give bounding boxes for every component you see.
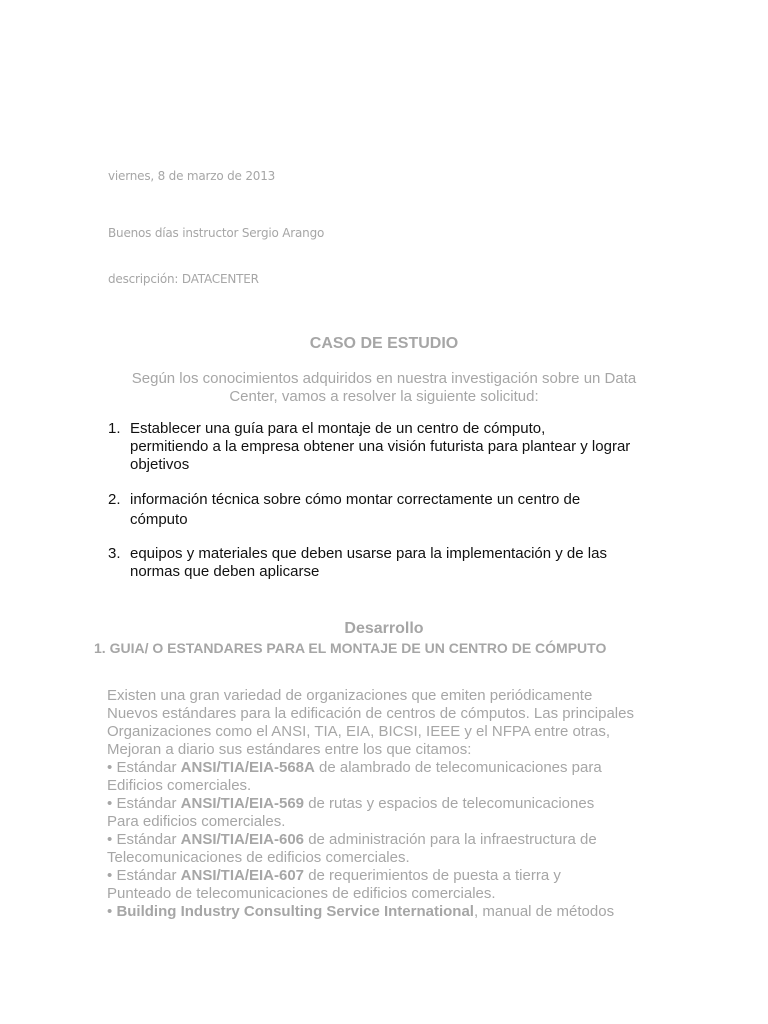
standard-prefix: Estándar: [116, 759, 181, 776]
bullet-glyph: •: [107, 867, 113, 884]
request-line: objetivos: [130, 456, 190, 473]
case-study-title: CASO DE ESTUDIO: [309, 335, 459, 352]
standard-code: ANSI/TIA/EIA-568A: [180, 759, 315, 776]
standard-prefix: Estándar: [116, 795, 181, 812]
request-line: normas que deben aplicarse: [130, 563, 320, 580]
development-subtitle: 1. GUIA/ O ESTANDARES PARA EL MONTAJE DE UN CENTRO DE CÓMPUTO: [94, 640, 607, 656]
standard-desc: de administración para la infraestructura de: [304, 831, 597, 848]
greeting-line: Buenos días instructor Sergio Arango: [108, 226, 325, 240]
request-line: [108, 491, 668, 509]
request-line: [108, 545, 668, 563]
standard-continuation: Telecomunicaciones de edificios comerciales.: [107, 849, 410, 866]
paragraph-line: Existen una gran variedad de organizaciones que emiten periódicamente: [107, 687, 593, 704]
bullet-glyph: •: [107, 831, 113, 848]
standard-bullet: [107, 867, 707, 885]
request-item: [108, 420, 668, 474]
organization-name: Building Industry Consulting Service International: [116, 903, 474, 920]
standard-prefix: Estándar: [116, 867, 181, 884]
paragraph-line: Organizaciones como el ANSI, TIA, EIA, BICSI, IEEE y el NFPA entre otras,: [107, 723, 610, 740]
request-number: 3.: [108, 545, 121, 562]
development-title: Desarrollo: [344, 620, 424, 637]
development-body: [107, 687, 707, 921]
standard-continuation: Para edificios comerciales.: [107, 813, 286, 830]
request-line: [108, 420, 668, 438]
request-item: [108, 545, 668, 581]
standard-bullet: [107, 759, 707, 777]
request-text: información técnica sobre cómo montar correctamente un centro de: [130, 491, 581, 508]
standard-bullet: [107, 831, 707, 849]
standard-continuation: Edificios comerciales.: [107, 777, 252, 794]
standard-bullet: [107, 795, 707, 813]
standard-bullet: [107, 903, 707, 921]
standard-code: ANSI/TIA/EIA-607: [180, 867, 305, 884]
organization-desc: , manual de métodos: [473, 903, 615, 920]
case-study-intro: [120, 370, 648, 406]
paragraph-line: Nuevos estándares para la edificación de centros de cómputos. Las principales: [107, 705, 634, 722]
standard-desc: de rutas y espacios de telecomunicaciones: [304, 795, 595, 812]
intro-line: Según los conocimientos adquiridos en nuestra investigación sobre un Data: [131, 370, 637, 387]
bullet-glyph: •: [107, 795, 113, 812]
paragraph-line: Mejoran a diario sus estándares entre los que citamos:: [107, 741, 472, 758]
standard-prefix: Estándar: [116, 831, 181, 848]
request-number: 1.: [108, 420, 121, 437]
request-text: equipos y materiales que deben usarse para la implementación y de las: [130, 545, 607, 562]
standard-code: ANSI/TIA/EIA-569: [180, 795, 305, 812]
standard-continuation: Punteado de telecomunicaciones de edificios comerciales.: [107, 885, 496, 902]
standard-desc: de requerimientos de puesta a tierra y: [304, 867, 561, 884]
standard-desc: de alambrado de telecomunicaciones para: [314, 759, 602, 776]
request-number: 2.: [108, 491, 121, 508]
description-line: descripción: DATACENTER: [108, 272, 259, 286]
request-line: permitiendo a la empresa obtener una visión futurista para plantear y lograr: [130, 438, 631, 455]
request-item: [108, 491, 668, 529]
document-date: viernes, 8 de marzo de 2013: [108, 169, 276, 183]
request-text: Establecer una guía para el montaje de un centro de cómputo,: [130, 420, 546, 437]
request-line: cómputo: [130, 511, 188, 528]
intro-line: Center, vamos a resolver la siguiente solicitud:: [229, 388, 539, 405]
bullet-glyph: •: [107, 759, 113, 776]
standard-code: ANSI/TIA/EIA-606: [180, 831, 305, 848]
bullet-glyph: •: [107, 903, 113, 920]
